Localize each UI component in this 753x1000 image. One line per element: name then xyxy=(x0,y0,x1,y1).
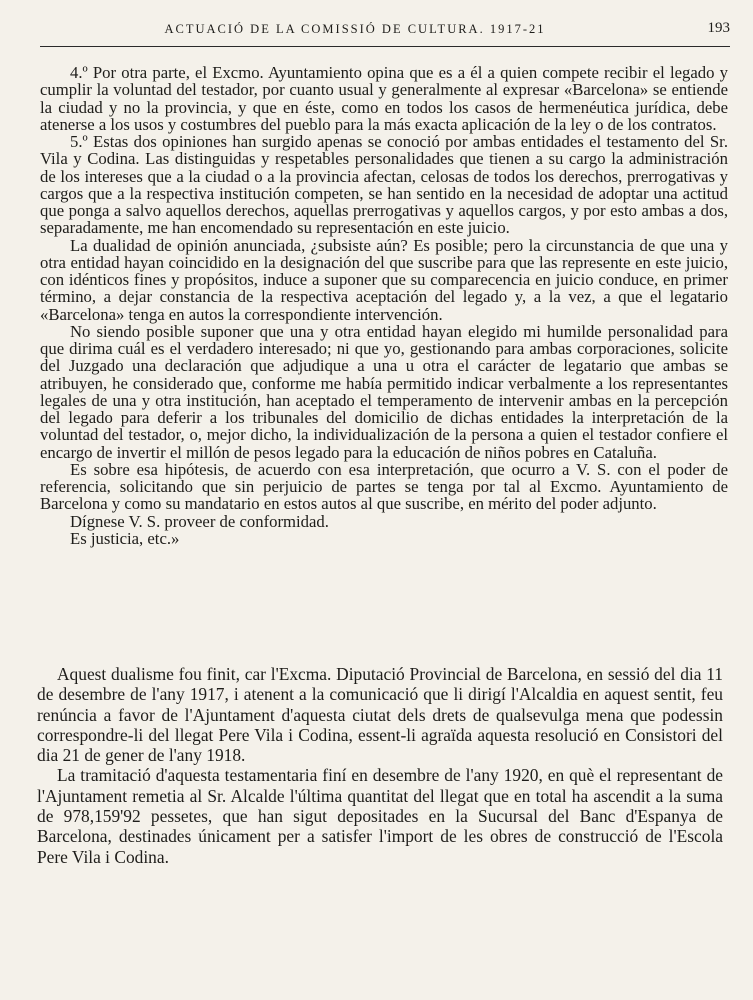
quote-paragraph-dualidad: La dualidad de opinión anunciada, ¿subsiste aún? Es posible; pero la circunstancia de que una y otra entidad hayan coincidido en la designación del que suscribe para que las represente en este juicio, con idénticos fines y propósitos, induce a suponer que su comparecencia en juicio conduce, en primer término, a dejar constancia de la respectiva aceptación del legado y, a la vez, a que el legatario «Barcelona» tenga en autos la correspondiente intervención. xyxy=(40,235,728,324)
running-title: ACTUACIÓ DE LA COMISSIÓ DE CULTURA. 1917-21 xyxy=(164,22,546,36)
quote-paragraph-4: 4.º Por otra parte, el Excmo. Ayuntamiento opina que es a él a quien compete recibir el legado y cumplir la voluntad del testador, por cuanto usual y generalmente al expresar «Barcelona» se entiende la ciudad y no la provincia, y que en éste, como en todos los casos de hermenéutica jurídica, debe atenerse a los usos y costumbres del pueblo para la más exacta aplicación de la ley o de los contratos. xyxy=(40,63,728,134)
quote-paragraph-no-siendo: No siendo posible suponer que una y otra entidad hayan elegido mi humilde personalidad para que dirima cuál es el verdadero interesado; ni que yo, gestionando para ambas corporaciones, solicite del Juzgado una declaración que adjudique a una u otra el carácter de legatario que ambas se atribuyen, he considerado que, conforme me había permitido indicar verbalmente a los representantes legales de una y otra institución, han aceptado el temperamento de intervenir ambas en la percepción del legado para deferir a los tribunales del domicilio de dichas entidades la interpretación de la voluntad del testador, o, mejor dicho, la individualización de la persona a quien el testador confiere el encargo de invertir el millón de pesos legado para la educación de niños pobres en Cataluña. xyxy=(40,321,728,462)
body-text xyxy=(37,664,723,867)
quote-paragraph-dignese: Dígnese V. S. proveer de conformidad. xyxy=(70,511,329,531)
quote-paragraph-hipotesis: Es sobre esa hipótesis, de acuerdo con esa interpretación, que ocurro a V. S. con el poder de referencia, solicitando que sin perjuicio de partes se tenga por tal al Excmo. Ayuntamiento de Barcelona y como su mandatario en estos autos al que suscribe, en mérito del poder adjunto. xyxy=(40,459,728,514)
page-number: 193 xyxy=(707,20,730,36)
body-paragraph-tramitacio: La tramitació d'aquesta testamentaria finí en desembre de l'any 1920, en què el representant de l'Ajuntament remetia al Sr. Alcalde l'última quantitat del llegat que en total ha ascendit a la suma de 978,159'92 pessetes, que han sigut depositades en la Sucursal del Banc d'Espanya de Barcelona, destinades únicament per a satisfer l'import de les obres de construcció de l'Escola Pere Vila i Codina. xyxy=(37,765,723,867)
quote-paragraph-justicia: Es justicia, etc.» xyxy=(70,528,180,548)
page-header xyxy=(40,20,730,47)
quote-paragraph-5: 5.º Estas dos opiniones han surgido apenas se conoció por ambas entidades el testamento del Sr. Vila y Codina. Las distinguidas y respetables personalidades que tienen a su cargo la administración de los intereses que a la ciudad o a la provincia afectan, celosas de todos los derechos, prerrogativas y cargos que a la respectiva institución competen, se han sentido en la necesidad de adoptar una actitud que ponga a salvo aquellos derechos, aquellas prerrogativas y aquellos cargos, y por esto ambas a dos, separadamente, me han encomendado su representación en este juicio. xyxy=(40,132,728,238)
quoted-legal-text xyxy=(40,64,728,547)
body-paragraph-dualisme: Aquest dualisme fou finit, car l'Excma. Diputació Provincial de Barcelona, en sessió del dia 11 de desembre de l'any 1917, i atenent a la comunicació que li dirigí l'Alcaldia en aquest sentit, feu renúncia a favor de l'Ajuntament d'aquesta ciutat dels drets de qualsevulga mena que podessin correspondre-li del llegat Pere Vila i Codina, essent-li agraïda aquesta resolució en Consistori del dia 21 de gener de l'any 1918. xyxy=(37,664,723,766)
